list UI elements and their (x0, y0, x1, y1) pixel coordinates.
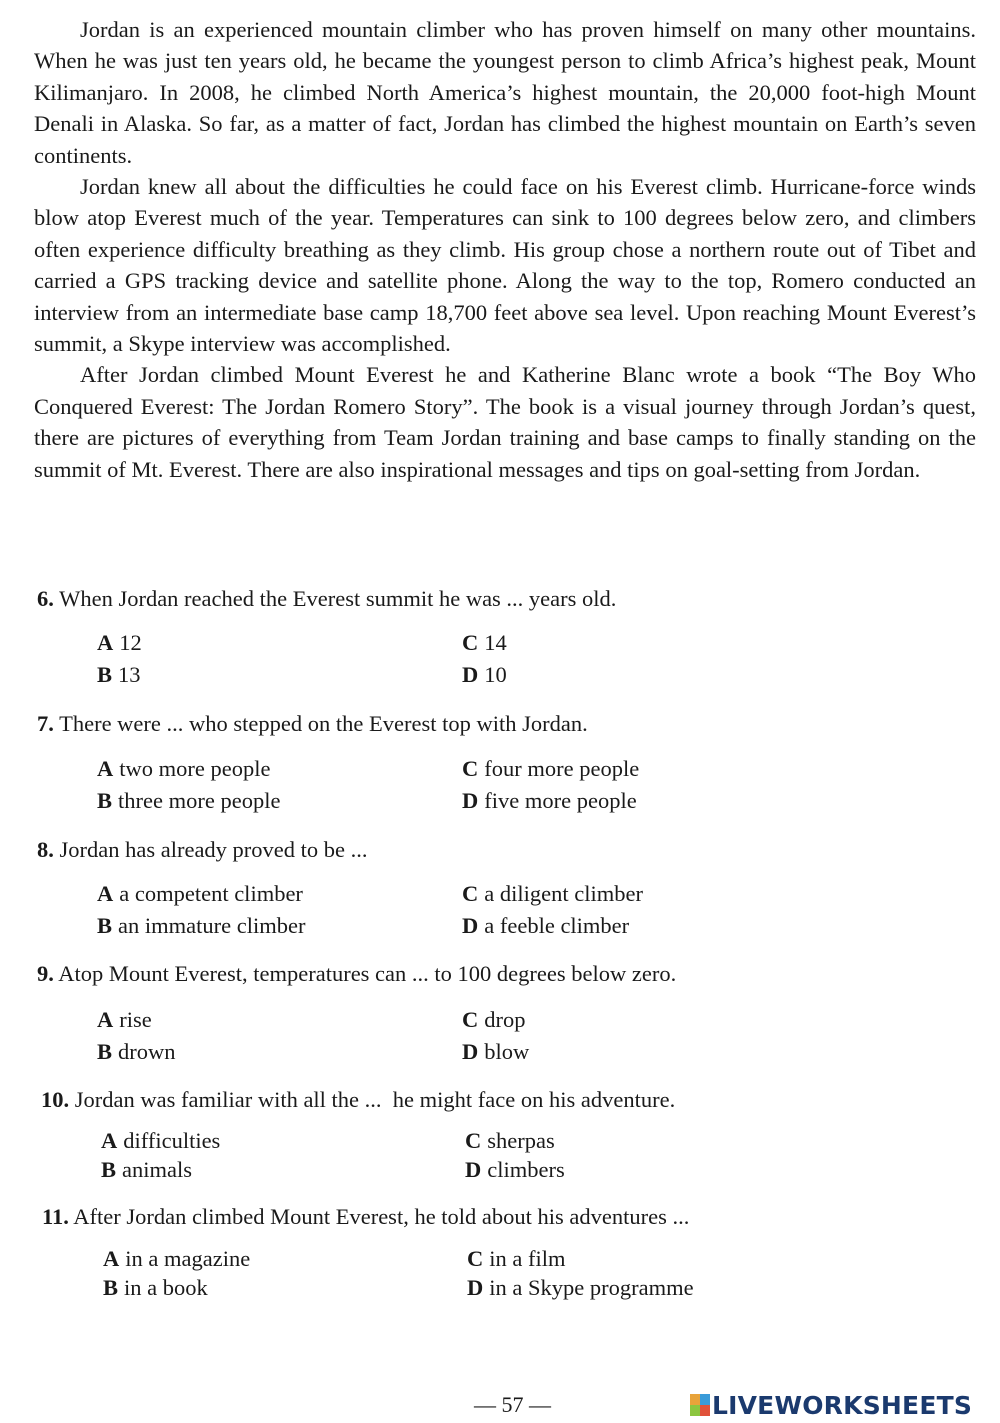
option-letter: A (103, 1246, 120, 1271)
option-text: 14 (484, 630, 507, 655)
option-text: sherpas (487, 1128, 555, 1153)
option-6a[interactable] (97, 628, 142, 658)
question-number: 9. (37, 961, 54, 986)
logo-cell-icon (700, 1405, 710, 1416)
option-8b[interactable] (97, 911, 305, 941)
option-text: blow (484, 1039, 530, 1064)
option-letter: B (97, 1039, 113, 1064)
liveworksheets-brand (690, 1390, 972, 1420)
option-text: drown (118, 1039, 176, 1064)
option-text: four more people (484, 756, 640, 781)
option-11a[interactable] (103, 1244, 250, 1274)
option-text: 13 (118, 662, 141, 687)
passage-paragraph-1: Jordan is an experienced mountain climber who has proven himself on many other mountains. When he was just ten years old, he became the youngest person to climb Africa’s highest peak, Mount Kilimanjaro. In 2008, he climbed North America’s highest mountain, the 20,000 foot-high Mount Denali in Alaska. So far, as a matter of fact, Jordan has climbed the highest mountain on Earth’s seven continents. (34, 17, 976, 168)
option-text: five more people (484, 788, 637, 813)
option-text: climbers (487, 1157, 565, 1182)
option-9b[interactable] (97, 1037, 176, 1067)
page-number: — 57 — (474, 1392, 551, 1417)
option-letter: D (462, 788, 479, 813)
option-9c[interactable] (462, 1005, 526, 1035)
option-text: an immature climber (118, 913, 306, 938)
option-8d[interactable] (462, 911, 629, 941)
question-text: After Jordan climbed Mount Everest, he told about his adventures ... (73, 1204, 690, 1229)
option-letter: B (101, 1157, 117, 1182)
option-text: a feeble climber (484, 913, 630, 938)
option-text: in a film (489, 1246, 566, 1271)
option-letter: C (467, 1246, 484, 1271)
logo-cell-icon (700, 1394, 710, 1405)
option-text: in a Skype programme (489, 1275, 694, 1300)
option-text: difficulties (123, 1128, 221, 1153)
option-text: in a book (124, 1275, 208, 1300)
option-text: drop (484, 1007, 526, 1032)
question-text: Jordan has already proved to be ... (59, 837, 368, 862)
option-letter: D (467, 1275, 484, 1300)
brand-name: LIVEWORKSHEETS (712, 1390, 973, 1420)
question-7 (37, 709, 588, 739)
option-letter: D (462, 1039, 479, 1064)
option-text: a competent climber (119, 881, 303, 906)
question-6 (37, 584, 616, 614)
question-text: Jordan was familiar with all the ... he might face on his adventure. (74, 1087, 676, 1112)
question-text: There were ... who stepped on the Everest top with Jordan. (59, 711, 588, 736)
question-11 (42, 1202, 689, 1232)
option-letter: C (462, 881, 479, 906)
option-6c[interactable] (462, 628, 507, 658)
question-number: 6. (37, 586, 54, 611)
option-7b[interactable] (97, 786, 280, 816)
option-letter: C (462, 1007, 479, 1032)
option-8a[interactable] (97, 879, 303, 909)
question-9 (37, 959, 676, 989)
option-text: three more people (118, 788, 281, 813)
logo-cell-icon (690, 1405, 700, 1416)
option-9d[interactable] (462, 1037, 529, 1067)
option-7d[interactable] (462, 786, 637, 816)
liveworksheets-logo-icon (690, 1394, 710, 1416)
option-letter: A (97, 1007, 114, 1032)
option-letter: B (97, 662, 113, 687)
passage-paragraph-2: Jordan knew all about the difficulties he could face on his Everest climb. Hurricane-force winds blow atop Everest much of the year. Temperatures can sink to 100 degrees below zero, and climbers often experience difficulty breathing as they climb. His group chose a northern route out of Tibet and carried a GPS tracking device and satellite phone. Along the way to the top, Romero conducted an interview from an intermediate base camp 18,700 feet above sea level. Upon reaching Mount Everest’s summit, a Skype interview was accomplished. (34, 174, 976, 357)
question-text: Atop Mount Everest, temperatures can ... to 100 degrees below zero. (58, 961, 677, 986)
option-letter: D (465, 1157, 482, 1182)
question-8 (37, 835, 368, 865)
option-text: 12 (119, 630, 142, 655)
option-letter: B (97, 913, 113, 938)
option-7c[interactable] (462, 754, 639, 784)
question-10 (41, 1085, 675, 1115)
option-letter: C (462, 630, 479, 655)
option-text: a diligent climber (484, 881, 643, 906)
option-11b[interactable] (103, 1273, 208, 1303)
option-letter: A (97, 756, 114, 781)
option-letter: B (97, 788, 113, 813)
option-letter: A (97, 630, 114, 655)
question-number: 8. (37, 837, 54, 862)
question-text: When Jordan reached the Everest summit he was ... years old. (59, 586, 617, 611)
question-number: 11. (42, 1204, 69, 1229)
option-11d[interactable] (467, 1273, 694, 1303)
option-text: in a magazine (125, 1246, 251, 1271)
option-11c[interactable] (467, 1244, 565, 1274)
option-10b[interactable] (101, 1155, 192, 1185)
option-text: rise (119, 1007, 152, 1032)
logo-cell-icon (690, 1394, 700, 1405)
option-letter: C (465, 1128, 482, 1153)
option-9a[interactable] (97, 1005, 152, 1035)
option-text: animals (122, 1157, 192, 1182)
question-number: 10. (41, 1087, 70, 1112)
option-10c[interactable] (465, 1126, 555, 1156)
option-letter: A (97, 881, 114, 906)
option-8c[interactable] (462, 879, 643, 909)
passage-paragraph-3: After Jordan climbed Mount Everest he and Katherine Blanc wrote a book “The Boy Who Conquered Everest: The Jordan Romero Story”. The book is a visual journey through Jordan’s quest, there are pictures of everything from Team Jordan training and base camps to finally standing on the summit of Mt. Everest. There are also inspirational messages and tips on goal-setting from Jordan. (34, 362, 976, 482)
option-text: two more people (119, 756, 271, 781)
option-letter: C (462, 756, 479, 781)
option-10d[interactable] (465, 1155, 565, 1185)
option-6b[interactable] (97, 660, 141, 690)
option-letter: A (101, 1128, 118, 1153)
reading-passage (34, 14, 976, 485)
option-letter: D (462, 662, 479, 687)
option-text: 10 (484, 662, 507, 687)
option-letter: D (462, 913, 479, 938)
option-letter: B (103, 1275, 119, 1300)
question-number: 7. (37, 711, 54, 736)
option-7a[interactable] (97, 754, 270, 784)
option-6d[interactable] (462, 660, 507, 690)
option-10a[interactable] (101, 1126, 220, 1156)
